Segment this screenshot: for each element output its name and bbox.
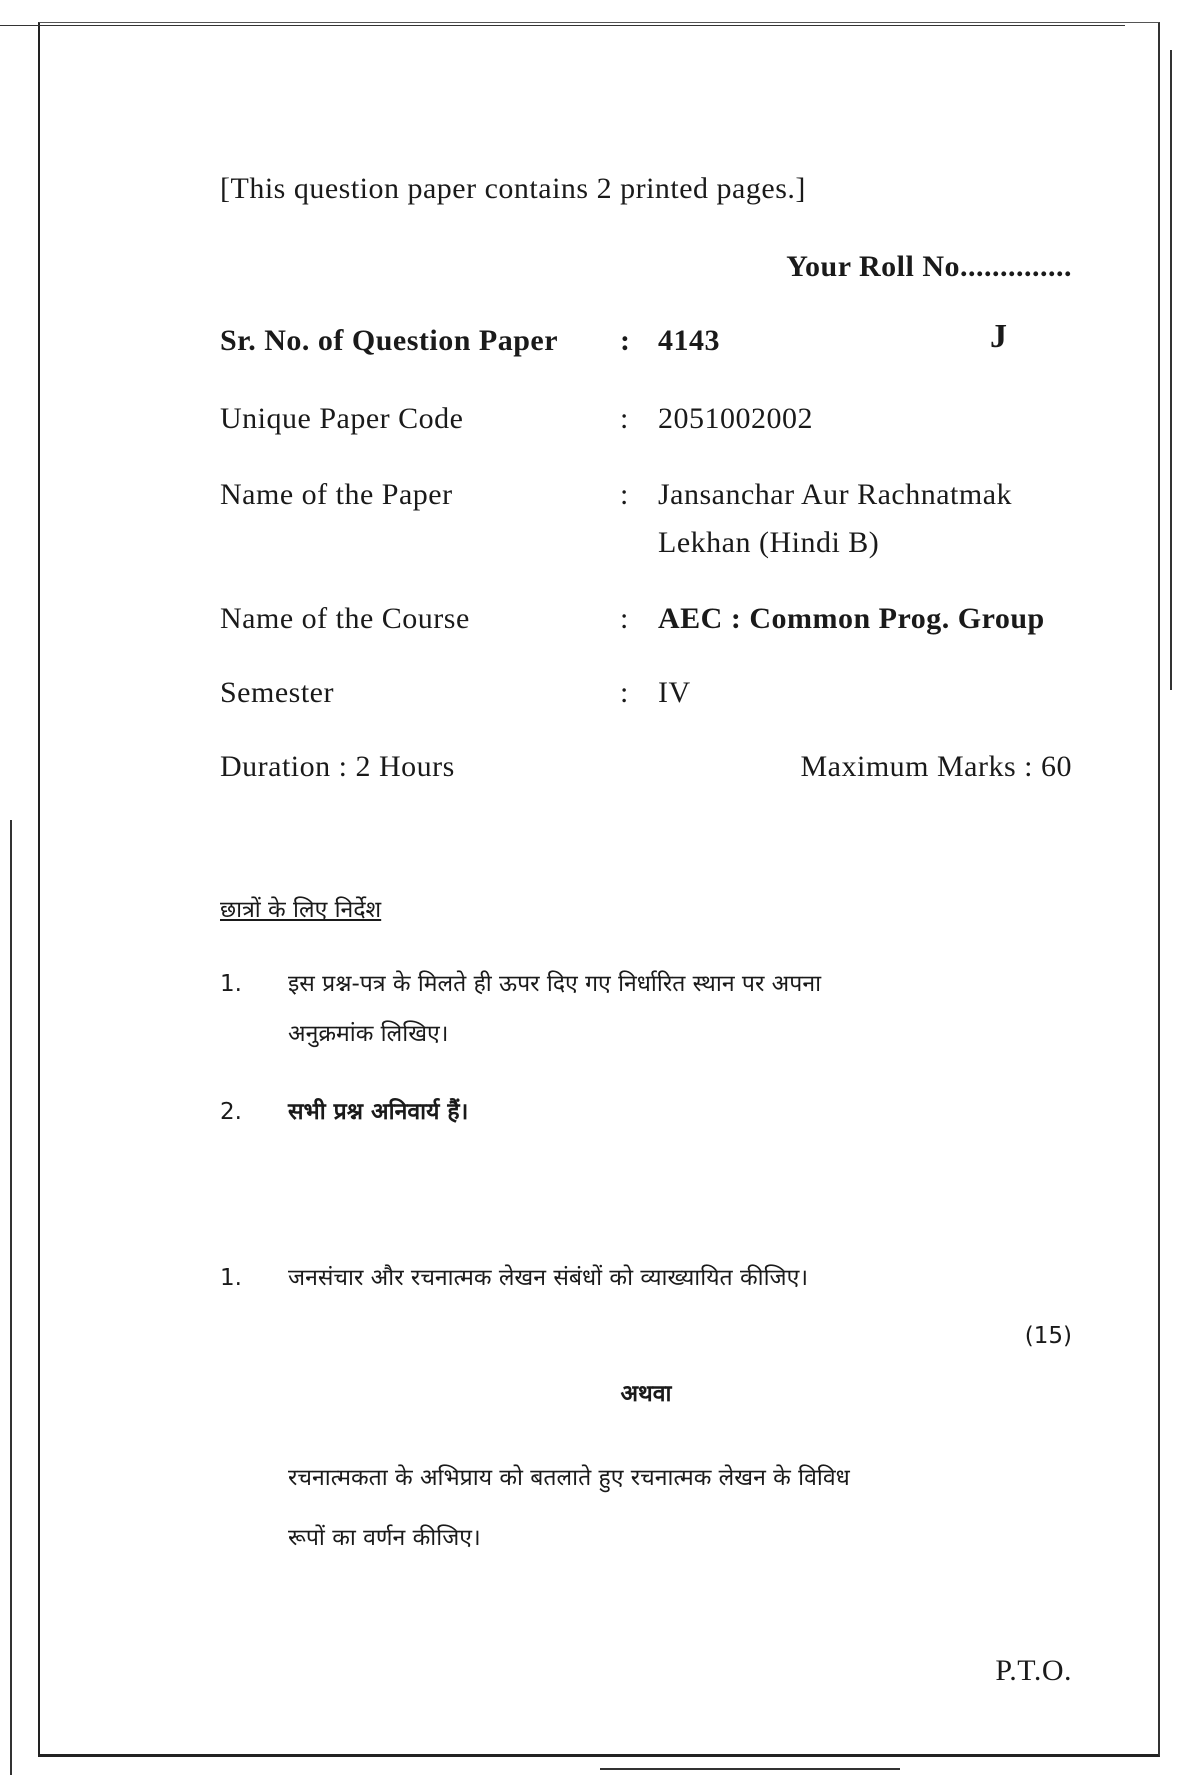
instruction-1-line1: इस प्रश्न-पत्र के मिलते ही ऊपर दिए गए निर्धारित स्थान पर अपना [288,971,822,997]
question-1-alt-line1: रचनात्मकता के अभिप्राय को बतलाते हुए रचनात्मक लेखन के विविध [288,1465,850,1491]
question-1-number: 1. [220,1265,242,1291]
course-label: Name of the Course [220,602,470,635]
paper-name-label: Name of the Paper [220,478,453,511]
instruction-2-number: 2. [220,1099,242,1125]
course-value: AEC : Common Prog. Group [658,602,1045,635]
question-paper-page [38,22,1160,1757]
upc-value: 2051002002 [658,402,813,435]
question-1-alt-line2: रूपों का वर्णन कीजिए। [288,1525,481,1551]
paper-name-line1: Jansanchar Aur Rachnatmak [658,478,1013,511]
maximum-marks: Maximum Marks : 60 [800,750,1072,783]
set-letter: J [990,318,1008,355]
upc-colon: : [620,402,629,435]
instruction-1-line2: अनुक्रमांक लिखिए। [288,1021,449,1047]
paper-name-line2: Lekhan (Hindi B) [658,526,880,559]
scan-right-edge [1170,50,1172,690]
semester-colon: : [620,676,629,709]
semester-value: IV [658,676,691,709]
sr-no-label: Sr. No. of Question Paper [220,324,559,357]
scan-top-edge [0,25,1125,26]
duration: Duration : 2 Hours [220,750,455,783]
scan-left-edge [10,820,12,1775]
instructions-heading: छात्रों के लिए निर्देश [220,897,382,923]
sr-no-colon: : [620,324,631,357]
instruction-2-text: सभी प्रश्न अनिवार्य हैं। [288,1099,469,1125]
scan-bottom-edge [600,1768,900,1770]
question-1-marks: (15) [1024,1323,1072,1349]
instruction-1-number: 1. [220,971,242,997]
upc-label: Unique Paper Code [220,402,464,435]
question-1-text: जनसंचार और रचनात्मक लेखन संबंधों को व्याख्यायित कीजिए। [288,1265,809,1291]
please-turn-over: P.T.O. [995,1654,1072,1687]
or-separator: अथवा [620,1381,672,1407]
roll-number-field: Your Roll No.............. [786,250,1072,283]
sr-no-value: 4143 [658,324,720,357]
page-content [220,23,1072,1754]
semester-label: Semester [220,676,334,709]
pages-note: [This question paper contains 2 printed pages.] [220,172,806,205]
course-colon: : [620,602,629,635]
paper-name-colon: : [620,478,629,511]
